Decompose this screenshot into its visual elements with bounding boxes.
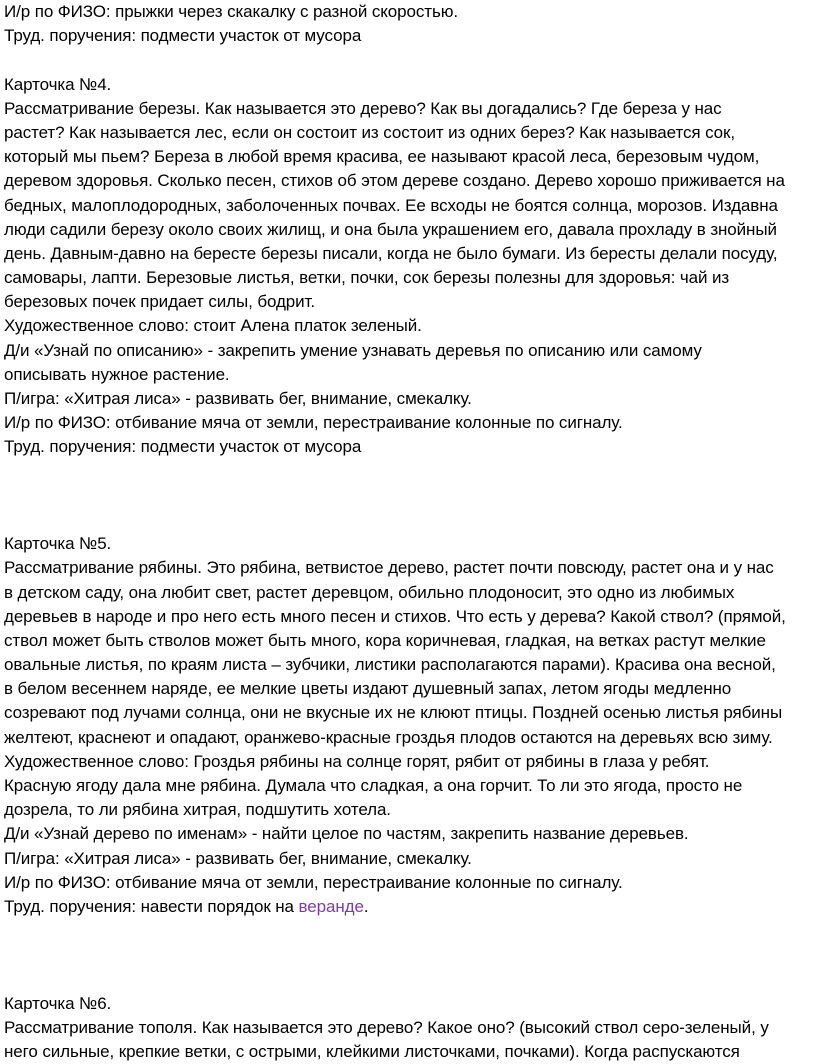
text-line: деревьев в народе и про него есть много песен и стихов. Что есть у дерева? Какой ствол? (прямой, (4, 606, 786, 626)
document-page (4, 0, 814, 1064)
text-line: И/р по ФИЗО: отбивание мяча от земли, перестраивание колонные по сигналу. (4, 413, 623, 433)
document-body (4, 0, 814, 895)
labor-line (4, 895, 814, 919)
text-line: описывать нужное растение. (4, 364, 230, 384)
document-body-tail (4, 919, 814, 1064)
text-line: Рассматривание березы. Как называется это дерево? Как вы догадались? Где береза у нас (4, 98, 722, 118)
text-line: Труд. поручения: подмести участок от мусора (4, 26, 362, 46)
text-line: который мы пьем? Береза в любой время красива, ее называют красой леса, березовым чудом, (4, 147, 760, 167)
text-line: И/р по ФИЗО: прыжки через скакалку с разной скоростью. (4, 2, 458, 21)
text-line: Д/и «Узнай дерево по именам» - найти целое по частям, закрепить название деревьев. (4, 824, 689, 844)
blank-line (4, 48, 814, 72)
text-line: Художественное слово: Гроздья рябины на солнце горят, рябит от рябины в глаза у ребят. (4, 751, 710, 771)
text-line: Карточка №6. (4, 993, 112, 1013)
text-line: Карточка №4. (4, 74, 112, 94)
blank-line (4, 508, 814, 532)
text-line: Карточка №5. (4, 534, 112, 554)
text-line: березовых почек придает силы, бодрит. (4, 292, 315, 312)
text-line: созревают под лучами солнца, они не вкусные их не клюют птицы. Поздней осенью листья рябины (4, 703, 783, 723)
text-line: Д/и «Узнай по описанию» - закрепить умение узнавать деревья по описанию или самому (4, 340, 702, 360)
text-line: И/р по ФИЗО: отбивание мяча от земли, перестраивание колонные по сигналу. (4, 872, 623, 892)
text-line: в белом весеннем наряде, ее мелкие цветы издают душевный запах, летом ягоды медленно (4, 679, 732, 699)
text-line: Рассматривание рябины. Это рябина, ветвистое дерево, растет почти повсюду, растет она и у нас (4, 558, 774, 578)
text-line: П/игра: «Хитрая лиса» - развивать бег, внимание, смекалку. (4, 389, 472, 408)
blank-line (4, 968, 814, 992)
text-line: деревом здоровья. Сколько песен, стихов об этом дереве создано. Дерево хорошо приживается на (4, 171, 785, 191)
text-line: желтеют, краснеют и опадают, оранжево-красные гроздья плодов остаются на деревьях всю зиму. (4, 727, 773, 747)
text-line: растет? Как называется лес, если он состоит из состоит из одних берез? Как называется сок, (4, 122, 735, 142)
text-line: Рассматривание тополя. Как называется это дерево? Какое оно? (высокий ствол серо-зеленый, у (4, 1017, 769, 1037)
text-line: ствол может быть стволов может быть много, кора коричневая, гладкая, на ветках растут мелкие (4, 630, 766, 650)
text-line: Художественное слово: стоит Алена платок зеленый. (4, 316, 422, 336)
text-line: люди садили березу около своих жилищ, и она была украшением его, давала прохладу в знойный (4, 219, 777, 239)
veranda-link[interactable]: веранде (298, 896, 364, 916)
blank-line (4, 484, 814, 508)
blank-line (4, 919, 814, 943)
text-line: бедных, малоплодородных, заболоченных почвах. Ее всходы не боятся солнца, морозов. Издавна (4, 195, 778, 215)
text-line: день. Давным-давно на бересте березы писали, когда не было бумаги. Из бересты делали посуду, (4, 243, 778, 263)
text-line: самовары, лапти. Березовые листья, ветки, почки, сок березы полезны для здоровья: чай из (4, 268, 730, 288)
text-line: П/игра: «Хитрая лиса» - развивать бег, внимание, смекалку. (4, 848, 472, 868)
text-line: овальные листья, по краям листа – зубчики, листики располагаются парами). Красива она весной, (4, 655, 776, 675)
blank-line (4, 460, 814, 484)
text-line: в детском саду, она любит свет, растет деревцом, обильно плодоносит, это одно из любимых (4, 582, 735, 602)
text-line: него сильные, крепкие ветки, с острыми, клейкими листочками, почками). Когда распускаются (4, 1042, 740, 1062)
text-line: дозрела, то ли рябина хитрая, подшутить хотела. (4, 800, 391, 820)
text-line: Труд. поручения: подмести участок от мусора (4, 437, 362, 457)
labor-line-prefix: Труд. поручения: навести порядок на (4, 896, 299, 916)
text-line: Красную ягоду дала мне рябина. Думала что сладкая, а она горчит. То ли это ягода, просто не (4, 776, 743, 795)
blank-line (4, 943, 814, 967)
labor-line-suffix: . (363, 896, 369, 916)
